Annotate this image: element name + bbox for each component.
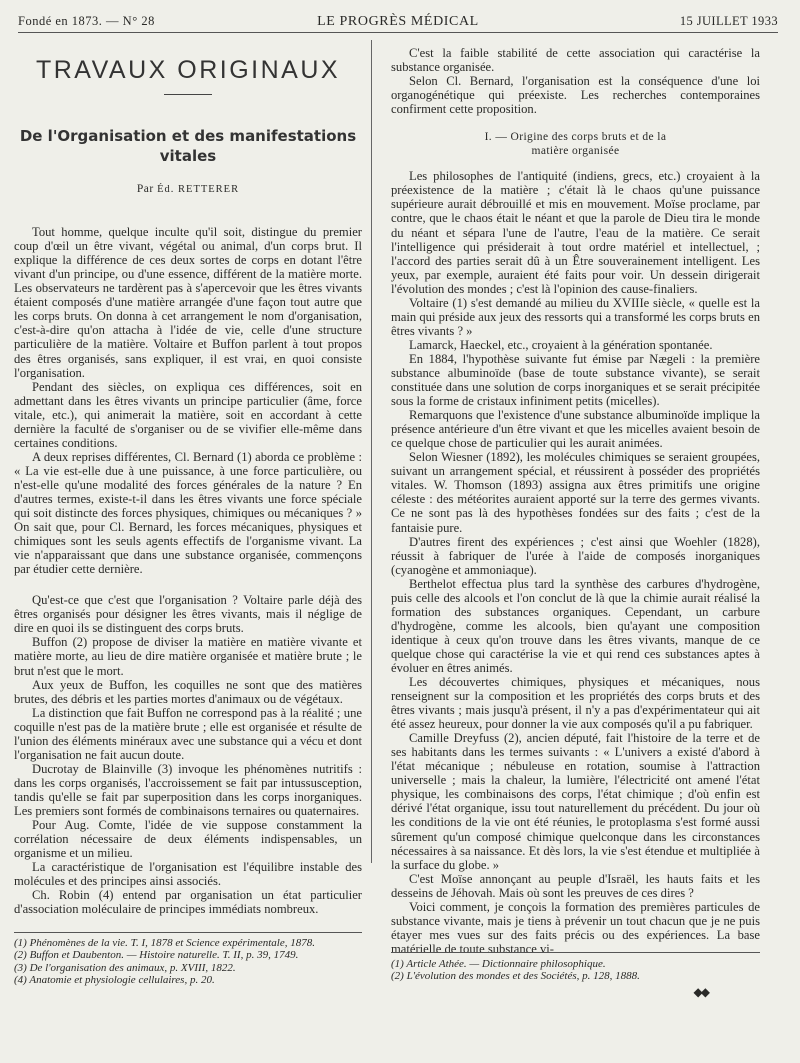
right-footnote-rule	[391, 952, 760, 953]
header-journal-name: LE PROGRÈS MÉDICAL	[317, 14, 479, 29]
paragraph: Les philosophes de l'antiquité (indiens, grecs, etc.) croyaient à la préexistence de la matière ; c'était là le chaos qu'une puissance supérieure aurait débrouillé et mis en mouvement. Moïse proclame, par contre, que le chaos était le néant et que la parole de Dieu tira le monde du néant et sépara l'une de l'autre, l'eau de la matière. Ce serait l'intelligence qui présiderait à tout ordre matériel et intellectuel, ; l'accord des parties serait dû à un Être souverainement intelligent. Les yeux, par exemple, auraient été faits pour voir. Un dessein dirigerait l'évolution des mondes ; c'est là l'opinion des cause-finaliers.	[391, 169, 760, 296]
footnote: (1) Phénomènes de la vie. T. I, 1878 et Science expérimentale, 1878.	[14, 937, 315, 949]
paragraph: Camille Dreyfuss (2), ancien député, fait l'histoire de la terre et de ses habitants dans les termes suivants : « L'univers a existé d'abord à l'état mécanique ; nébuleuse en rotation, soumise à l'attraction universelle ; mais la chaleur, la lumière, l'électricité ont amené l'état physique, les combinaisons des corps, l'état chimique ; d'où enfin est dérivé l'état organique, issu tout naturellement du précédent. Du jour où les conditions de la vie ont été réunies, le protoplasma s'est formé aussi sûrement qu'un composé chimique quelconque dans les circonstances nécessaires à sa naissance. Et dès lors, la vie s'est étendue et multipliée à la surface du globe. »	[391, 731, 760, 872]
paragraph: Buffon (2) propose de diviser la matière en matière vivante et matière morte, au lieu de dire matière organisée et matière brute ; le brut n'est que le mort.	[14, 635, 362, 678]
left-paragraphs-b	[14, 593, 362, 916]
paragraph: Ducrotay de Blainville (3) invoque les phénomènes nutritifs : dans les corps organisés, l'accroissement se fait par intussusception, tandis qu'elle se fait par superposition dans les corps inorganiques. Les premiers sont formés de combinaisons ternaires ou quaternaires.	[14, 761, 362, 818]
paragraph: Lamarck, Haeckel, etc., croyaient à la génération spontanée.	[409, 337, 713, 352]
section-heading-line2: matière organisée	[531, 145, 620, 158]
right-paragraphs-b	[391, 169, 760, 956]
paragraph: Selon Cl. Bernard, l'organisation est la conséquence d'une loi organogénétique qui préexiste. Les recherches contemporaines confirment cette proposition.	[391, 74, 760, 117]
left-column	[14, 46, 362, 916]
end-ornament: ◆◆	[693, 985, 708, 999]
column-divider	[371, 40, 372, 863]
paragraph: En 1884, l'hypothèse suivante fut émise par Nægeli : la première substance albuminoïde (base de toute substance vivante), se serait constituée dans une solution de corps inorganiques et se serait précipitée sous la forme de cristaux infiniment petits (micelles).	[391, 351, 760, 409]
right-footnotes	[391, 958, 760, 983]
header-founded: Fondé en 1873. — N° 28	[18, 14, 155, 28]
byline-prefix: Par	[136, 183, 154, 196]
paragraph: Berthelot effectua plus tard la synthèse des carbures d'hydrogène, puis celle des alcools et l'on conclut de là que la chimie aurait réalisé la formation des substances organiques. Cependant, un carbure d'hydrogène, comme les alcools, bien qu'ayant une composition identique à ceux qu'on trouve dans les êtres vivants, manque de ce quelque chose qui caractérise la vie et qui rend ces substances aptes à évoluer en êtres animés.	[391, 576, 760, 675]
paragraph: Pour Aug. Comte, l'idée de vie suppose constamment la corrélation nécessaire de deux éléments indispensables, un organisme et un milieu.	[14, 818, 362, 861]
header-date: 15 JUILLET 1933	[679, 14, 778, 28]
paragraph: La distinction que fait Buffon ne correspond pas à la réalité ; une coquille n'est pas de la matière brute ; elle est organisée et résulte de l'union des éléments minéraux avec une substance qui a vécu et dont l'organisation ne fait aucun doute.	[14, 705, 362, 762]
footnote: (3) De l'organisation des animaux, p. XVIII, 1822.	[14, 961, 236, 974]
paragraph: Tout homme, quelque inculte qu'il soit, distingue du premier coup d'œil un être vivant, végétal ou animal, d'un corps brut. Il explique la différence de ces deux sortes de corps en dotant l'être vivant d'un principe, ou d'une essence, différent de la matière morte. Les observateurs ne tardèrent pas à s'apercevoir que les êtres vivants étaient composés d'une matière arrangée d'une façon tout autre que les corps bruts. On donna à cet arrangement le nom d'organisation, c'est-à-dire qu'on attacha à l'idée de vie, celle d'une structure particulière de la matière. Voltaire et Buffon parlent à tout propos des êtres organisés, sans expliquer, il est vrai, en quoi consiste l'organisation.	[14, 225, 362, 380]
paragraph: Voltaire (1) s'est demandé au milieu du XVIIIe siècle, « quelle est la main qui préside aux jeux des ressorts qui a transformé les corps bruts en êtres vivants ? »	[391, 295, 760, 338]
paragraph: La caractéristique de l'organisation est l'équilibre instable des molécules et des principes ainsi associés.	[14, 860, 362, 889]
author-name: Éd. RETTERER	[157, 184, 240, 196]
header-rule	[18, 32, 778, 33]
footnote: (2) Buffon et Daubenton. — Histoire naturelle. T. II, p. 39, 1749.	[14, 949, 299, 962]
paragraph: Voici comment, je conçois la formation des premières particules de substance vivante, mais je tiens à prévenir un tout chacun que je ne puis étayer mes vues sur des faits précis ou des expériences. La base matérielle de toute substance vi-	[391, 899, 760, 956]
paragraph: D'autres firent des expériences ; c'est ainsi que Woehler (1828), réussit à fabriquer de l'urée à l'aide de composés inorganiques (cyanogène et ammoniaque).	[391, 534, 760, 577]
paragraph: Remarquons que l'existence d'une substance albuminoïde implique la présence antérieure d'un être vivant et que les micelles avaient besoin de ce quelque chose de particulier qui les aurait animées.	[391, 408, 760, 451]
right-column	[391, 46, 760, 956]
running-header	[18, 14, 778, 32]
section-heading-line1: I. — Origine des corps bruts et de la	[484, 131, 667, 144]
paragraph: C'est la faible stabilité de cette association qui caractérise la substance organisée.	[391, 46, 760, 75]
paragraph: C'est Moïse annonçant au peuple d'Israël, les hauts faits et les desseins de Jéhovah. Mais où sont les preuves de ces dires ?	[391, 871, 760, 900]
footnote: (4) Anatomie et physiologie cellulaires, p. 20.	[14, 973, 215, 986]
left-paragraphs-a	[14, 225, 362, 576]
title-rule	[164, 94, 212, 95]
paragraph: Aux yeux de Buffon, les coquilles ne sont que des matières brutes, des débris et les parties mortes d'animaux ou de végétaux.	[14, 677, 362, 706]
byline	[14, 182, 362, 197]
paragraph: A deux reprises différentes, Cl. Bernard (1) aborda ce problème : « La vie est-elle due à une puissance, à une force particulière, ou n'est-elle qu'une modalité des forces générales de la nature ? En d'autres termes, existe-t-il dans les êtres vivants une force spéciale qui soit distincte des forces physiques, chimiques ou mécaniques ? » On sait que, pour Cl. Bernard, les forces mécaniques, physiques et chimiques sont les seuls agents effectifs de l'organisme vivant. La vie n'apparaissant que dans une substance organisée, commençons par étudier cette dernière.	[14, 449, 362, 577]
paragraph: Qu'est-ce que c'est que l'organisation ? Voltaire parle déjà des êtres organisés pour désigner les êtres vivants, mais il néglige de dire en quoi ils se distinguent des corps bruts.	[14, 593, 362, 636]
paragraph-gap	[14, 576, 362, 593]
paragraph: Selon Wiesner (1892), les molécules chimiques se seraient groupées, suivant un arrangement spécial, et réussirent à posséder des propriétés vitales. W. Thomson (1893) assigna aux êtres primitifs une origine céleste : des météorites auraient apporté sur la terre des germes vivants. Ce ne sont pas là des hypothèses fondées sur des faits ; c'est de la fantaisie pure.	[391, 450, 760, 535]
article-title-line1: De l'Organisation et des manifestations	[19, 127, 357, 146]
footnote: (1) Article Athée. — Dictionnaire philosophique.	[391, 958, 606, 970]
left-footnotes	[14, 937, 362, 986]
left-footnote-rule	[14, 932, 362, 933]
right-paragraphs-a	[391, 46, 760, 116]
section-title: TRAVAUX ORIGINAUX	[35, 56, 341, 84]
article-title	[14, 126, 362, 166]
footnote: (2) L'évolution des mondes et des Sociétés, p. 128, 1888.	[391, 970, 640, 983]
article-title-line2: vitales	[159, 147, 217, 166]
paragraph: Les découvertes chimiques, physiques et mécaniques, nous renseignent sur la composition et les propriétés des corps bruts et des êtres vivants ; mais jusqu'à présent, il n'y a pas d'expérimentateur qui ait été assez heureux, pour donner la vie aux composés qu'il a pu fabriquer.	[391, 675, 760, 732]
paragraph: Ch. Robin (4) entend par organisation un état particulier d'association moléculaire de principes immédiats nombreux.	[14, 888, 362, 917]
section-heading	[391, 130, 760, 158]
paragraph: Pendant des siècles, on expliqua ces différences, soit en admettant dans les êtres vivants un principe particulier (âme, force vitale, etc.), qui animerait la matière, soit en accordant à cette dernière la faculté de s'organiser ou de se vivifier elle-même dans certaines conditions.	[14, 379, 362, 450]
